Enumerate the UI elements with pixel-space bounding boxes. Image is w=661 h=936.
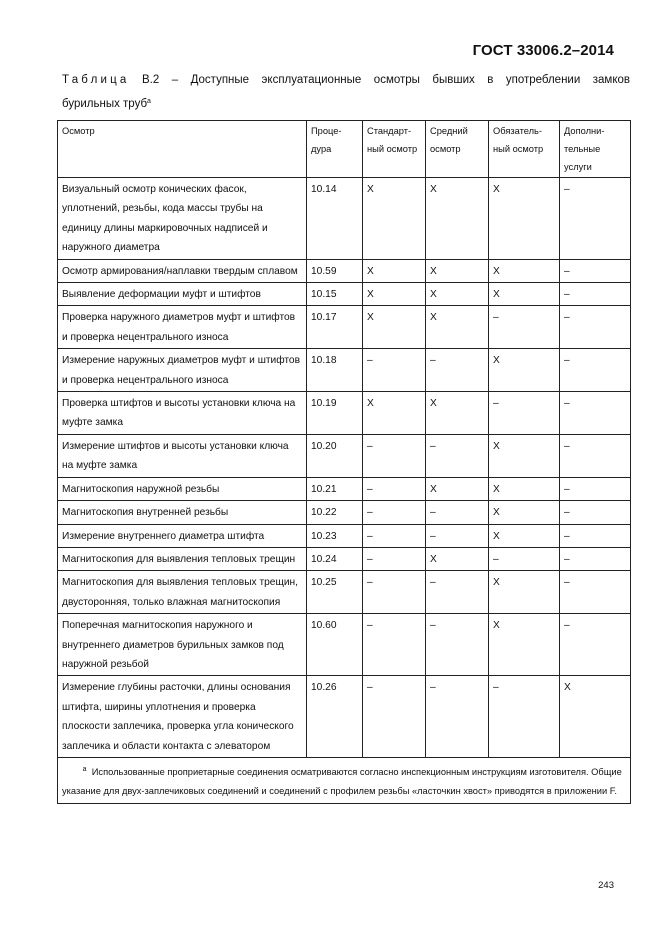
footnote-marker: а bbox=[82, 765, 87, 773]
table-row bbox=[58, 547, 631, 570]
cell-exam: Магнитоскопия внутренней резьбы bbox=[58, 501, 307, 524]
cell-mandatory: Х bbox=[489, 259, 560, 282]
cell-procedure: 10.25 bbox=[307, 571, 363, 614]
table-footnote bbox=[58, 757, 631, 803]
table-row bbox=[58, 524, 631, 547]
cell-procedure: 10.22 bbox=[307, 501, 363, 524]
cell-procedure: 10.14 bbox=[307, 178, 363, 260]
cell-mandatory: Х bbox=[489, 178, 560, 260]
cell-mandatory: Х bbox=[489, 501, 560, 524]
cell-additional: – bbox=[560, 501, 631, 524]
footnote-row bbox=[58, 757, 631, 803]
cell-additional: – bbox=[560, 259, 631, 282]
caption-title: В.2 – Доступные эксплуатационные осмотры бывших в употреблении замков bbox=[141, 74, 630, 86]
table-row bbox=[58, 477, 631, 500]
cell-exam: Визуальный осмотр конических фасок, уплотнений, резьбы, кода массы трубы на единицу длины маркировочных надписей и наружного диаметра bbox=[58, 178, 307, 260]
table-row bbox=[58, 178, 631, 260]
cell-procedure: 10.26 bbox=[307, 676, 363, 758]
cell-mandatory: Х bbox=[489, 614, 560, 676]
cell-medium: Х bbox=[426, 547, 489, 570]
cell-standard: Х bbox=[363, 178, 426, 260]
cell-exam: Поперечная магнитоскопия наружного и внутреннего диаметров бурильных замков под наружной резьбой bbox=[58, 614, 307, 676]
table-row bbox=[58, 614, 631, 676]
caption-label: Таблица bbox=[62, 74, 130, 86]
cell-standard: – bbox=[363, 676, 426, 758]
cell-standard: – bbox=[363, 614, 426, 676]
table-row bbox=[58, 259, 631, 282]
cell-additional: – bbox=[560, 477, 631, 500]
cell-exam: Измерение наружных диаметров муфт и штифтов и проверка нецентрального износа bbox=[58, 349, 307, 392]
header-mandatory: Обязатель-ный осмотр bbox=[489, 121, 560, 178]
cell-additional: – bbox=[560, 571, 631, 614]
cell-medium: – bbox=[426, 501, 489, 524]
cell-mandatory: – bbox=[489, 547, 560, 570]
table-row bbox=[58, 306, 631, 349]
table-caption-line2 bbox=[62, 92, 630, 114]
table-row bbox=[58, 571, 631, 614]
cell-standard: – bbox=[363, 434, 426, 477]
cell-exam: Измерение внутреннего диаметра штифта bbox=[58, 524, 307, 547]
cell-procedure: 10.23 bbox=[307, 524, 363, 547]
cell-exam: Проверка наружного диаметров муфт и штифтов и проверка нецентрального износа bbox=[58, 306, 307, 349]
cell-additional: – bbox=[560, 524, 631, 547]
cell-additional: – bbox=[560, 434, 631, 477]
table-row bbox=[58, 392, 631, 435]
cell-medium: – bbox=[426, 614, 489, 676]
header-standard: Стандарт-ный осмотр bbox=[363, 121, 426, 178]
header-medium: Средний осмотр bbox=[426, 121, 489, 178]
cell-procedure: 10.24 bbox=[307, 547, 363, 570]
cell-medium: Х bbox=[426, 283, 489, 306]
table-row bbox=[58, 349, 631, 392]
caption-title-line2: бурильных труб bbox=[62, 98, 148, 110]
cell-additional: – bbox=[560, 547, 631, 570]
cell-medium: Х bbox=[426, 392, 489, 435]
inspections-table bbox=[57, 120, 631, 804]
standard-designation: ГОСТ 33006.2–2014 bbox=[472, 42, 614, 59]
cell-exam: Магнитоскопия наружной резьбы bbox=[58, 477, 307, 500]
cell-mandatory: Х bbox=[489, 434, 560, 477]
page-number: 243 bbox=[598, 880, 614, 891]
cell-exam: Магнитоскопия для выявления тепловых трещин, двусторонняя, только влажная магнитоскопия bbox=[58, 571, 307, 614]
cell-exam: Измерение штифтов и высоты установки ключа на муфте замка bbox=[58, 434, 307, 477]
cell-medium: Х bbox=[426, 306, 489, 349]
cell-procedure: 10.60 bbox=[307, 614, 363, 676]
cell-standard: Х bbox=[363, 259, 426, 282]
cell-standard: Х bbox=[363, 306, 426, 349]
caption-footnote-marker: а bbox=[147, 98, 151, 105]
cell-procedure: 10.15 bbox=[307, 283, 363, 306]
cell-additional: – bbox=[560, 283, 631, 306]
cell-mandatory: Х bbox=[489, 477, 560, 500]
cell-standard: – bbox=[363, 571, 426, 614]
cell-procedure: 10.18 bbox=[307, 349, 363, 392]
cell-standard: – bbox=[363, 524, 426, 547]
cell-additional: – bbox=[560, 349, 631, 392]
cell-standard: – bbox=[363, 501, 426, 524]
cell-additional: – bbox=[560, 306, 631, 349]
cell-standard: Х bbox=[363, 283, 426, 306]
cell-mandatory: – bbox=[489, 306, 560, 349]
cell-mandatory: – bbox=[489, 392, 560, 435]
table-header-row bbox=[58, 121, 631, 178]
cell-standard: – bbox=[363, 477, 426, 500]
header-procedure: Проце-дура bbox=[307, 121, 363, 178]
cell-mandatory: – bbox=[489, 676, 560, 758]
cell-additional: – bbox=[560, 178, 631, 260]
cell-medium: – bbox=[426, 676, 489, 758]
cell-procedure: 10.20 bbox=[307, 434, 363, 477]
cell-exam: Магнитоскопия для выявления тепловых трещин bbox=[58, 547, 307, 570]
table-row bbox=[58, 501, 631, 524]
cell-mandatory: Х bbox=[489, 283, 560, 306]
cell-mandatory: Х bbox=[489, 349, 560, 392]
cell-standard: – bbox=[363, 349, 426, 392]
cell-medium: – bbox=[426, 349, 489, 392]
cell-medium: – bbox=[426, 571, 489, 614]
cell-additional: – bbox=[560, 392, 631, 435]
table-row bbox=[58, 676, 631, 758]
cell-exam: Выявление деформации муфт и штифтов bbox=[58, 283, 307, 306]
cell-standard: – bbox=[363, 547, 426, 570]
cell-mandatory: Х bbox=[489, 524, 560, 547]
table-row bbox=[58, 283, 631, 306]
cell-procedure: 10.19 bbox=[307, 392, 363, 435]
cell-mandatory: Х bbox=[489, 571, 560, 614]
footnote-text: Использованные проприетарные соединения осматриваются согласно инспекционным инструкциям изготовителя. Общие указание для двух-заплечиковых соединений и соединений с профилем резьбы «ласточкин хвост» приводятся в приложении F. bbox=[62, 766, 622, 797]
table-caption bbox=[62, 66, 630, 94]
table-row bbox=[58, 434, 631, 477]
cell-medium: Х bbox=[426, 477, 489, 500]
cell-medium: Х bbox=[426, 178, 489, 260]
cell-additional: – bbox=[560, 614, 631, 676]
cell-procedure: 10.17 bbox=[307, 306, 363, 349]
cell-medium: – bbox=[426, 524, 489, 547]
header-additional: Дополни-тельные услуги bbox=[560, 121, 631, 178]
cell-procedure: 10.59 bbox=[307, 259, 363, 282]
cell-procedure: 10.21 bbox=[307, 477, 363, 500]
cell-medium: – bbox=[426, 434, 489, 477]
cell-additional: Х bbox=[560, 676, 631, 758]
cell-exam: Измерение глубины расточки, длины основания штифта, ширины уплотнения и проверка плоскости заплечика, проверка угла конического заплечика и области контакта с элеватором bbox=[58, 676, 307, 758]
cell-standard: Х bbox=[363, 392, 426, 435]
header-exam: Осмотр bbox=[58, 121, 307, 178]
cell-exam: Осмотр армирования/наплавки твердым сплавом bbox=[58, 259, 307, 282]
cell-medium: Х bbox=[426, 259, 489, 282]
cell-exam: Проверка штифтов и высоты установки ключа на муфте замка bbox=[58, 392, 307, 435]
